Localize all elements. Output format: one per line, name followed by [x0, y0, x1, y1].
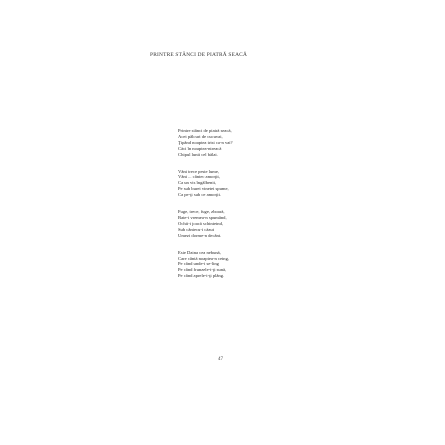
running-head: PRINTRE STÂNCI DE PIATRĂ SEACĂ: [150, 52, 248, 58]
stanza-4: [178, 250, 298, 280]
poem: [178, 128, 298, 290]
poem-line: Vânt trece peste lume,: [178, 168, 220, 174]
poem-line: Sub cântecu-i căzut: [178, 226, 214, 232]
page-number: 47: [218, 357, 223, 362]
poem-line: Ca un vis îngălbenit,: [178, 180, 217, 186]
poem-line: Este Daina cea nebună,: [178, 249, 221, 255]
poem-line: Vânt ... cântec amorţit,: [178, 174, 220, 180]
poem-line: Fuge, trece, fuge, zboară,: [178, 209, 225, 215]
poem-line: Care cântă noaptea-n ceing,: [178, 255, 230, 261]
poem-line: Pe când unde-i se-ling: [178, 261, 219, 267]
poem-line: Umezi dorme-n decânt.: [178, 232, 222, 238]
poem-line: Ţipând noaptea trist ca-n vai?: [178, 139, 233, 145]
stanza-1: [178, 128, 298, 158]
poem-line: Pe când frunzele-i-ţi sună,: [178, 267, 227, 273]
poem-line: Căci în noaptea-ntreacă: [178, 145, 222, 151]
poem-line: Bate-i vremea-n spumând,: [178, 214, 227, 220]
stanza-2: [178, 169, 298, 199]
stanza-3: [178, 209, 298, 239]
poem-line: Printre stânci de piatră seacă,: [178, 128, 232, 133]
poem-line: Pe sub burei vinetei spume,: [178, 186, 229, 192]
poem-line: Ca pe-ţi sub ce amorţit.: [178, 192, 221, 198]
poem-line: Chipul lunii cel bălai.: [178, 151, 218, 157]
poem-line: Acei pâlcuri de cucuvai,: [178, 133, 223, 139]
poem-line: Ochii-i joacă schinteind,: [178, 220, 224, 226]
poem-line: Pe când aprele-i-ţi plâng.: [178, 273, 225, 279]
